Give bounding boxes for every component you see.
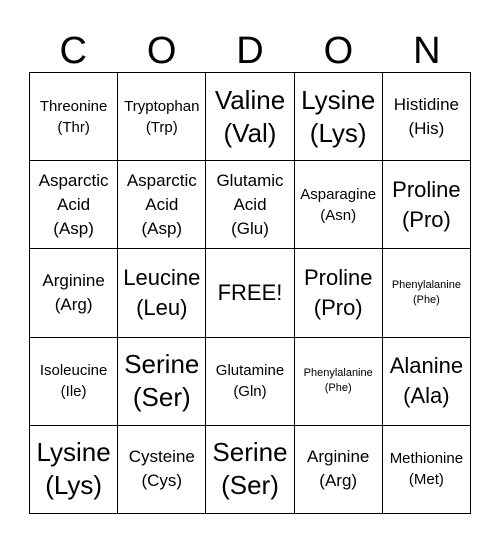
cell-label: Asparctic (38, 170, 109, 190)
bingo-cell[interactable] (383, 73, 471, 161)
bingo-cell[interactable] (206, 338, 294, 426)
cell-abbreviation: (Leu) (136, 294, 188, 320)
cell-label: Serine (124, 349, 200, 380)
cell-label: Glutamic (216, 170, 284, 190)
cell-abbreviation: (Phe) (412, 293, 440, 306)
header-letter-c: C (59, 30, 87, 72)
bingo-cell[interactable] (295, 249, 383, 337)
cell-abbreviation: (Arg) (54, 294, 93, 314)
cell-label: Acid (57, 194, 91, 214)
cell-abbreviation: (Phe) (324, 382, 352, 395)
cell-abbreviation: (Val) (223, 117, 277, 148)
cell-label: Asparctic (126, 170, 197, 190)
cell-label: Leucine (123, 264, 201, 290)
cell-label: Asparagine (300, 185, 377, 203)
header-letter-d: D (236, 30, 264, 72)
cell-label: Acid (233, 194, 267, 214)
header-letter-o-2: O (323, 30, 354, 72)
bingo-cell[interactable] (383, 426, 471, 514)
cell-label: Proline (392, 176, 461, 202)
bingo-cell[interactable] (118, 426, 206, 514)
bingo-cell[interactable] (30, 161, 118, 249)
cell-label: Lysine (301, 84, 376, 115)
bingo-cell[interactable] (295, 73, 383, 161)
cell-label: Threonine (39, 97, 108, 115)
bingo-cell[interactable] (295, 338, 383, 426)
cell-label: FREE! (217, 279, 283, 305)
cell-label: Arginine (42, 270, 105, 290)
cell-label: Alanine (389, 353, 464, 379)
cell-abbreviation: (Ile) (60, 383, 87, 401)
cell-abbreviation: (Trp) (145, 118, 178, 136)
cell-label: Serine (212, 437, 288, 468)
bingo-board (29, 72, 471, 514)
bingo-header (29, 26, 471, 74)
bingo-cell[interactable] (206, 73, 294, 161)
bingo-cell[interactable] (206, 161, 294, 249)
bingo-cell[interactable] (295, 161, 383, 249)
bingo-cell[interactable] (30, 249, 118, 337)
bingo-cell[interactable] (30, 426, 118, 514)
cell-abbreviation: (Lys) (309, 117, 367, 148)
bingo-cell[interactable] (383, 249, 471, 337)
cell-label: Tryptophan (124, 97, 200, 115)
cell-abbreviation: (Asp) (141, 218, 183, 238)
bingo-cell[interactable] (118, 73, 206, 161)
bingo-cell[interactable] (118, 338, 206, 426)
cell-label: Acid (145, 194, 179, 214)
header-letter-o: O (146, 30, 177, 72)
bingo-cell[interactable] (118, 161, 206, 249)
cell-label: Phenylalanine (391, 278, 461, 291)
bingo-cell[interactable] (383, 161, 471, 249)
cell-abbreviation: (Pro) (313, 294, 363, 320)
bingo-cell[interactable] (30, 338, 118, 426)
cell-abbreviation: (Asp) (53, 218, 94, 238)
cell-label: Cysteine (128, 447, 195, 467)
bingo-cell[interactable] (295, 426, 383, 514)
bingo-cell[interactable] (206, 426, 294, 514)
bingo-cell[interactable] (118, 249, 206, 337)
cell-abbreviation: (Pro) (401, 206, 451, 232)
cell-abbreviation: (Ser) (221, 470, 279, 501)
cell-abbreviation: (Glu) (231, 218, 269, 238)
cell-label: Proline (303, 264, 373, 290)
cell-label: Lysine (36, 437, 111, 468)
cell-abbreviation: (Arg) (319, 471, 358, 491)
cell-abbreviation: (Ala) (403, 383, 450, 409)
cell-abbreviation: (Cys) (141, 471, 183, 491)
cell-abbreviation: (His) (408, 118, 445, 138)
cell-label: Histidine (393, 94, 459, 114)
cell-abbreviation: (Asn) (320, 206, 357, 224)
cell-abbreviation: (Gln) (233, 383, 267, 401)
cell-label: Phenylalanine (303, 367, 373, 380)
cell-label: Glutamine (215, 362, 285, 380)
cell-abbreviation: (Met) (408, 471, 444, 489)
bingo-cell[interactable] (30, 73, 118, 161)
cell-label: Methionine (389, 450, 464, 468)
cell-label: Arginine (307, 447, 370, 467)
cell-abbreviation: (Lys) (45, 470, 102, 501)
cell-abbreviation: (Ser) (132, 382, 191, 413)
bingo-cell[interactable] (383, 338, 471, 426)
cell-abbreviation: (Thr) (57, 118, 90, 136)
free-space-cell[interactable] (206, 249, 294, 337)
cell-label: Isoleucine (39, 362, 108, 380)
header-letter-n: N (413, 30, 441, 72)
cell-label: Valine (214, 84, 286, 115)
